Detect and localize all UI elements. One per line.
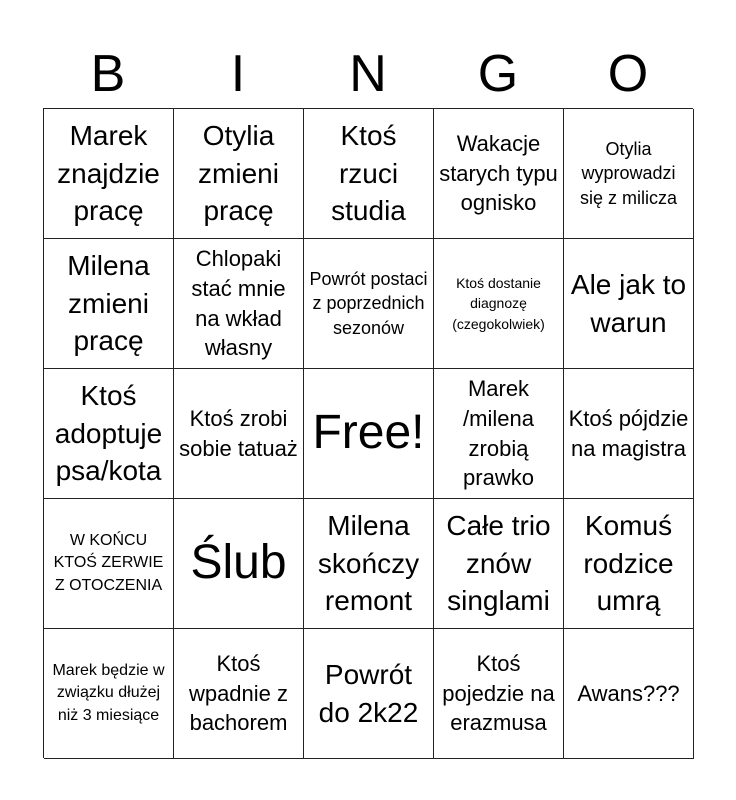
cell-text: Free!: [312, 406, 425, 460]
header-letter-g: G: [477, 45, 519, 103]
cell-text: Marek /milena zrobią prawko: [463, 376, 534, 491]
bingo-cell[interactable]: [434, 109, 564, 239]
cell-text: Ślub: [190, 536, 287, 590]
bingo-cell[interactable]: [434, 369, 564, 499]
cell-text: Wakacje starych typu ognisko: [439, 130, 558, 216]
cell-text: Ktoś wpadnie z bachorem: [188, 650, 289, 736]
bingo-cell[interactable]: [564, 499, 694, 629]
header-letter-n: N: [349, 45, 387, 103]
bingo-board: [43, 108, 693, 758]
bingo-cell[interactable]: [564, 369, 694, 499]
cell-text: Całe trio znów singlami: [446, 509, 551, 617]
bingo-cell[interactable]: [174, 109, 304, 239]
cell-text: Otylia zmieni pracę: [198, 119, 279, 227]
bingo-cell[interactable]: [434, 239, 564, 369]
cell-text: Otylia wyprowadzi się z milicza: [579, 139, 677, 208]
cell-text: Ktoś zrobi sobie tatuaż: [179, 405, 298, 461]
bingo-header: [43, 40, 693, 108]
cell-text: Ktoś adoptuje psa/kota: [54, 379, 163, 487]
bingo-cell[interactable]: [564, 629, 694, 759]
cell-text: W KOŃCU KTOŚ ZERWIE Z OTOCZENIA: [53, 531, 164, 594]
header-letter-o: O: [607, 45, 649, 103]
bingo-cell[interactable]: [564, 239, 694, 369]
cell-text: Ktoś pojedzie na erazmusa: [442, 650, 555, 736]
cell-text: Ktoś dostanie diagnozę (czegokolwiek): [452, 275, 545, 332]
cell-text: Powrót postaci z poprzednich sezonów: [309, 269, 428, 338]
cell-text: Ktoś pójdzie na magistra: [568, 405, 689, 461]
header-letter-b: B: [90, 45, 126, 103]
header-letter-i: I: [230, 45, 246, 103]
bingo-cell[interactable]: [174, 629, 304, 759]
bingo-cell[interactable]: [44, 629, 174, 759]
cell-text: Marek będzie w związku dłużej niż 3 miesiące: [52, 661, 165, 724]
bingo-cell[interactable]: [174, 239, 304, 369]
bingo-cell[interactable]: [174, 369, 304, 499]
bingo-cell[interactable]: [304, 499, 434, 629]
bingo-cell[interactable]: [304, 239, 434, 369]
bingo-cell[interactable]: [564, 109, 694, 239]
bingo-cell[interactable]: [174, 499, 304, 629]
cell-text: Ale jak to warun: [570, 268, 687, 338]
bingo-cell[interactable]: [44, 239, 174, 369]
bingo-cell[interactable]: [434, 629, 564, 759]
cell-text: Milena skończy remont: [317, 509, 420, 617]
bingo-cell[interactable]: [44, 499, 174, 629]
bingo-cell[interactable]: [44, 369, 174, 499]
cell-text: Komuś rodzice umrą: [583, 509, 674, 617]
cell-text: Powrót do 2k22: [318, 658, 419, 728]
cell-text: Chlopaki stać mnie na wkład własny: [191, 246, 286, 361]
cell-text: Marek znajdzie pracę: [57, 119, 160, 227]
bingo-cell-free[interactable]: [304, 369, 434, 499]
bingo-cell[interactable]: [304, 109, 434, 239]
cell-text: Awans???: [577, 680, 680, 706]
cell-text: Milena zmieni pracę: [67, 249, 150, 357]
cell-text: Ktoś rzuci studia: [331, 119, 406, 227]
bingo-cell[interactable]: [44, 109, 174, 239]
bingo-cell[interactable]: [304, 629, 434, 759]
bingo-cell[interactable]: [434, 499, 564, 629]
